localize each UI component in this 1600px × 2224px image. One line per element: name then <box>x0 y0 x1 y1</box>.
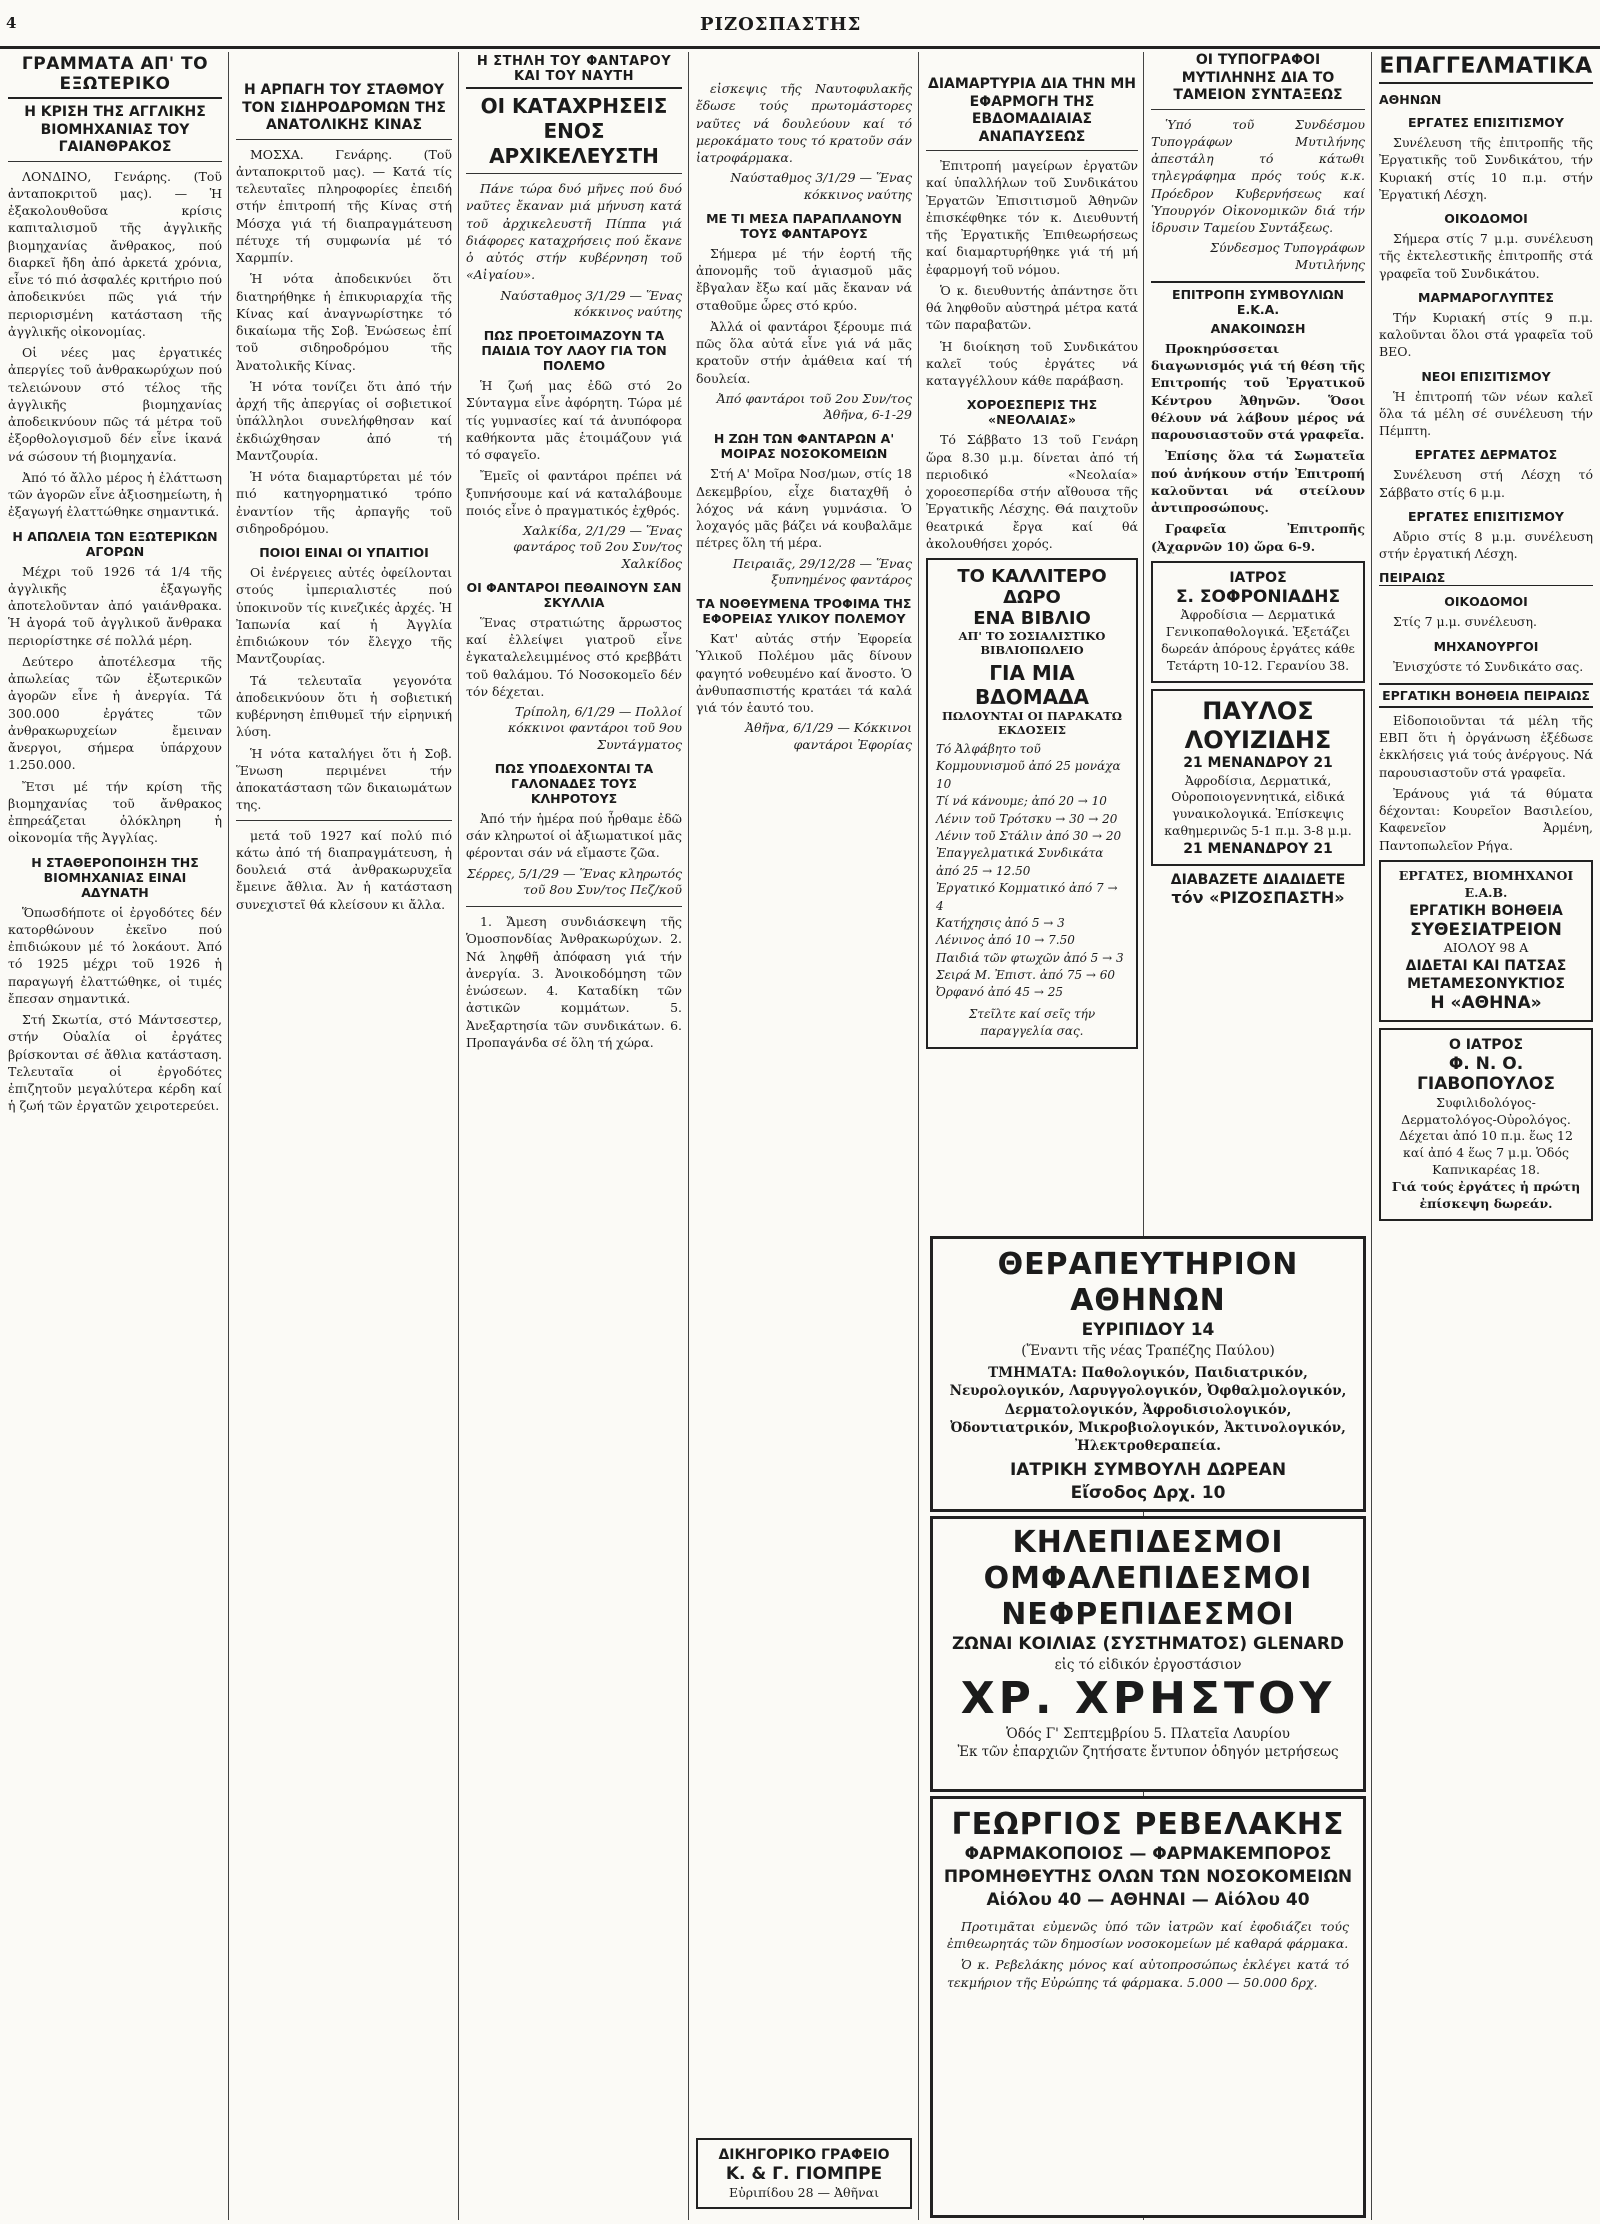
article-subheading: ΑΘΗΝΩΝ <box>1379 92 1442 107</box>
notice-text: Συνέλευση τῆς ἐπιτροπῆς τῆς Ἐργατικῆς τοῦ Συνδικάτου, τήν Κυριακή στίς 10 π.μ. στήν Ἐργατική Λέσχη. <box>1379 135 1593 202</box>
article-paragraph: Σήμερα μέ τήν ἑορτή τῆς ἀπονομῆς τοῦ ἁγιασμοῦ μᾶς ἔβγαλαν ἔξω καί μᾶς ἔκαναν νά σταθοῦμε ὧρες στό κρύο. <box>696 245 912 313</box>
ad-text: Προτιμᾶται εὐμενῶς ὑπό τῶν ἰατρῶν καί ἐφοδιάζει τούς ἐπιθεωρητάς τῶν δημοσίων νοσοκομείων μέ καθαρά φάρμακα. <box>947 1918 1349 1952</box>
ad-name: ΠΑΥΛΟΣ ΛΟΥΙΖΙΔΗΣ <box>1184 696 1332 754</box>
article-paragraph: Ἡ νότα ἀποδεικνύει ὅτι διατηρήθηκε ἡ ἐπικυριαρχία τῆς Κίνας καί ἀναγνωρίστηκε τό δικαίωμα τῆς Σοβ. Ἑνώσεως ἐπί τοῦ σιδηροδρόμου τῆς Ἀνατολικῆς Κίνας. <box>236 271 452 373</box>
book-ad-subtitle: ΑΠ' ΤΟ ΣΟΣΙΑΛΙΣΤΙΚΟ ΒΙΒΛΙΟΠΩΛΕΙΟ <box>958 629 1106 657</box>
notice-text: Ἐνισχύστε τό Συνδικάτο σας. <box>1393 658 1584 674</box>
article-paragraph: Ἡ νότα τονίζει ὅτι ἀπό τήν ἀρχή τῆς ἀπεργίας οἱ σοβιετικοί ὑπάλληλοι συνελήφθησαν καί ἐκδιώχθησαν ἀπό τή Μαντζουρία. <box>236 378 452 463</box>
article-paragraph: 1. Ἄμεση συνδιάσκεψη τῆς Ὁμοσπονδίας Ἀνθρακωρύχων. 2. Νά ληφθῆ ἀπόφαση γιά τήν ἀνεργία. 3. Ἀνοικοδόμηση τῶν ἑνώσεων. 4. Καταδίκη τῶν ἀστικῶν κομμάτων. 5. Ἀνεξαρτησία τῶν συνδικάτων. 6. Προπαγάνδα σέ ὅλη τή χώρα. <box>466 914 682 1050</box>
divider <box>236 820 452 821</box>
article-paragraph: Κατ' αὐτάς στήν Ἐφορεία Ὑλικοῦ Πολέμου μᾶς δίνουν φαγητό νοθευμένο καί ἄνοστο. Ὁ ἀνθυπασπιστής κρατάει τά καλά γιά τόν ἑαυτό του. <box>696 631 912 715</box>
book-list-item: Ἐργατικό Κομματικό ἀπό 7 → 4 <box>936 881 1118 913</box>
ad-title: ΔΙΚΗΓΟΡΙΚΟ ΓΡΑΦΕΙΟ <box>718 2147 890 2163</box>
article-signature: Ναύσταθμος 3/1/29 — Ἕνας κόκκινος ναύτης <box>730 170 912 202</box>
notice-heading: ΕΡΓΑΤΕΣ ΕΠΙΣΙΤΙΣΜΟΥ <box>1408 115 1564 130</box>
article-subheading: ΟΙ ΦΑΝΤΑΡΟΙ ΠΕΘΑΙΝΟΥΝ ΣΑΝ ΣΚΥΛΛΙΑ <box>466 579 682 610</box>
ad-line: ΕΡΓΑΤΕΣ, ΒΙΟΜΗΧΑΝΟΙ Ε.Α.Β. <box>1398 867 1574 900</box>
ad-text: (Ἔναντι τῆς νέας Τραπέζης Παύλου) <box>1021 1342 1275 1359</box>
article-paragraph: Ἔμεῖς οἱ φαντάροι πρέπει νά ξυπνήσουμε καί νά καταλάβουμε ποιός εἶνε ὁ πραγματικός ἐχθρός. <box>466 468 682 518</box>
article-paragraph: Στή Σκωτία, στό Μάντσεστερ, στήν Οὐαλία οἱ ἐργάτες βρίσκονται σέ ἄθλια κατάσταση. Τελευταῖα οἱ ἐργοδότες ἐπιζητοῦν μεγαλύτερα κέρδη καί ἡ ζωή τῶν ἐργατῶν χειροτερεύει. <box>8 1012 222 1114</box>
ad-address: Εὐριπίδου 28 — Ἀθῆναι <box>728 2184 880 2200</box>
article-subheading: ΕΠΙΤΡΟΠΗ ΣΥΜΒΟΥΛΙΩΝ Ε.Κ.Α. <box>1151 281 1365 317</box>
ad-text: ΙΑΤΡΙΚΗ ΣΥΜΒΟΥΛΗ ΔΩΡΕΑΝ <box>1009 1460 1287 1481</box>
ad-line: ΕΡΓΑΤΙΚΗ ΒΟΗΘΕΙΑ <box>1409 902 1563 919</box>
clinic-ad <box>1379 860 1593 1022</box>
article-subheading: ΠΩΣ ΥΠΟΔΕΧΟΝΤΑΙ ΤΑ ΓΑΛΟΝΑΔΕΣ ΤΟΥΣ ΚΛΗΡΟΤΟΥΣ <box>494 760 654 806</box>
article-subheading: ΕΡΓΑΤΙΚΗ ΒΟΗΘΕΙΑ ΠΕΙΡΑΙΩΣ <box>1379 683 1593 708</box>
ad-title: Ο ΙΑΤΡΟΣ <box>1448 1036 1524 1053</box>
ad-text: Ὁ κ. Ρεβελάκης μόνος καί αὐτοπροσώπως ἐκλέγει κατά τό τεκμήριον τῆς Εὐρώπης τά φάρμακα. 5.000 — 50.000 δρχ. <box>947 1957 1349 1990</box>
article-paragraph: Ἐπιτροπή μαγείρων ἐργατῶν καί ὑπαλλήλων τοῦ Συνδικάτου Ἐργατῶν Ἐπισιτισμοῦ Ἀθηνῶν ἐπισκέφθηκε τόν κ. Διευθυντή τῆς Ἐργατικῆς Ἐπιθεωρήσεως καί διαμαρτυρήθηκε γιά τή μή ἐφαρμογή τοῦ νόμου. <box>926 158 1138 277</box>
article-paragraph: Ἡ νότα καταλήγει ὅτι ἡ Σοβ. Ἕνωση περιμένει τήν ἀποκατάσταση τῶν δικαιωμάτων της. <box>236 745 452 813</box>
book-list-item: Παιδιά τῶν φτωχῶν ἀπό 5 → 3 <box>936 950 1124 965</box>
article-paragraph: ΜΟΣΧΑ. Γενάρης. (Τοῦ ἀνταποκριτοῦ μας). — Κατά τίς τελευταῖες πληροφορίες ἐπειδή στήν ἐπιτροπή τῆς Κίνας στή Μόσχα γιά τή διαπραγμάτευση πέτυχε τή συμφωνία μέ τό Χαρμπίν. <box>236 146 452 265</box>
ad-name: Σ. ΣΟΦΡΟΝΙΑΔΗΣ <box>1175 586 1341 607</box>
article-subheading: Η ΖΩΗ ΤΩΝ ΦΑΝΤΑΡΩΝ Α' ΜΟΙΡΑΣ ΝΟΣΟΚΟΜΕΙΩΝ <box>713 431 895 462</box>
article-headline: ΟΙ ΚΑΤΑΧΡΗΣΕΙΣ ΕΝΟΣ ΑΡΧΙΚΕΛΕΥΣΤΗ <box>466 94 682 174</box>
article-paragraph: Προκηρύσσεται διαγωνισμός γιά τή θέση τῆς Επιτροπής τοῦ Ἐργατικοῦ Κέντρου Ἀθηνῶν. Ὅσοι θέλουν νά λάβουν μέρος νά παρουσιαστοῦν στά γραφεῖα. <box>1151 340 1365 442</box>
article-subheading: Η ΑΠΩΛΕΙΑ ΤΩΝ ΕΞΩΤΕΡΙΚΩΝ ΑΓΟΡΩΝ <box>12 528 218 559</box>
ad-line: Η «ΑΘΗΝΑ» <box>1430 993 1542 1014</box>
article-signature: Ἀπό φαντάροι τοῦ 2ου Συν/τος Ἀθῆνα, 6-1-29 <box>716 390 912 422</box>
therapeutirion-ad <box>930 1236 1366 1512</box>
book-ad-subtitle: ΠΩΛΟΥΝΤΑΙ ΟΙ ΠΑΡΑΚΑΤΩ ΕΚΔΟΣΕΙΣ <box>941 709 1123 737</box>
article-paragraph: Ἔτσι μέ τήν κρίση τῆς βιομηχανίας τοῦ ἄνθρακος ἐπηρεάζεται ὁλόκληρη ἡ οἰκονομία τῆς Ἀγγλίας. <box>8 778 222 846</box>
ad-name: Κ. & Γ. ΓΙΟΜΠΡΕ <box>725 2164 883 2185</box>
ad-address: ΕΥΡΙΠΙΔΟΥ 14 <box>1081 1320 1215 1340</box>
article-paragraph: μετά τοῦ 1927 καί πολύ πιό κάτω ἀπό τή διαπραγμάτευση, ἡ δουλειά στά ἀνθρακωρυχεῖα ἔμεινε ἄθλια. Ἀν ἡ κατάσταση συνεχιστεῖ θά κλείσουν κι ἄλλα. <box>236 827 452 912</box>
ad-name: ΧΡ. ΧΡΗΣΤΟΥ <box>960 1673 1336 1725</box>
column-professional <box>1379 52 1593 2220</box>
article-subheading: ΑΝΑΚΟΙΝΩΣΗ <box>1210 320 1306 336</box>
notice-text: Αὔριο στίς 8 μ.μ. συνέλευση στήν ἐργατική Λέσχη. <box>1379 528 1593 561</box>
article-subheading: ΠΕΙΡΑΙΩΣ <box>1379 570 1593 586</box>
ad-line: ΣΥΘΕΣΙΑΤΡΕΙΟΝ <box>1410 919 1562 940</box>
article-signature: Ἀθῆνα, 6/1/29 — Κόκκινοι φαντάροι Ἐφορίας <box>745 720 912 752</box>
promo-line: τόν «ΡΙΖΟΣΠΑΣΤΗ» <box>1171 888 1345 908</box>
pharmacy-ad <box>930 1796 1366 2218</box>
article-subheading: ΠΟΙΟΙ ΕΙΝΑΙ ΟΙ ΥΠΑΙΤΙΟΙ <box>259 545 429 560</box>
article-paragraph: Οἱ ἐνέργειες αὐτές ὀφείλονται στούς ἰμπεριαλιστές πού ὑποκινοῦν τίς κινεζικές ἀρχές. Ἡ Ἰαπωνία καί ἡ Ἀγγλία ἐπιδιώκουν τόν ἔλεγχο τῆς Μαντζουρίας. <box>236 565 452 667</box>
ad-address: 21 ΜΕΝΑΝΔΡΟΥ 21 <box>1183 755 1333 772</box>
notice-text: Τήν Κυριακή στίς 9 π.μ. καλοῦνται ὅλοι στά γραφεῖα τοῦ ΒΕΟ. <box>1379 309 1593 360</box>
article-paragraph: Ὑπό τοῦ Συνδέσμου Τυπογράφων Μυτιλήνης ἀπεστάλη τό κάτωθι τηλεγράφημα πρός τούς κ.κ. Πρόεδρον Κυβερνήσεως καί Ὑπουργόν Οἰκονομικῶν διά τήν ἱδρυσιν Ταμείου Συντάξεως. <box>1151 116 1365 235</box>
ad-line: ΑΙΟΛΟΥ 98 Α <box>1443 940 1529 956</box>
ad-line: ΝΕΦΡΕΠΙΔΕΣΜΟΙ <box>1001 1597 1295 1632</box>
book-list-item: Τί νά κάνουμε; ἀπό 20 → 10 <box>936 794 1107 809</box>
article-signature: Χαλκίδα, 2/1/29 — Ἕνας φαντάρος τοῦ 2ου Συν/τος Χαλκίδος <box>513 523 682 571</box>
ad-line: ΔΙΔΕΤΑΙ ΚΑΙ ΠΑΤΣΑΣ ΜΕΤΑΜΕΣΟΝΥΚΤΙΟΣ <box>1405 957 1567 993</box>
ad-line: ΦΑΡΜΑΚΟΠΟΙΟΣ — ΦΑΡΜΑΚΕΜΠΟΡΟΣ <box>964 1844 1332 1864</box>
article-subheading: ΜΕ ΤΙ ΜΕΣΑ ΠΑΡΑΠΛΑΝΟΥΝ ΤΟΥΣ ΦΑΝΤΑΡΟΥΣ <box>706 210 902 241</box>
doctor-ad <box>1151 561 1365 683</box>
ad-text: ΤΜΗΜΑΤΑ: Παθολογικόν, Παιδιατρικόν, Νευρολογικόν, Λαρυγγολογικόν, Ὀφθαλμολογικόν, Δερματολογικόν, Ἀφροδισιολογικόν, Ὀδοντιατρικόν, Μικροβιολογικόν, Ἀκτινολογικόν, Ἠλεκτροθεραπεία. <box>949 1365 1347 1455</box>
section-title: ΕΠΑΓΓΕΛΜΑΤΙΚΑ <box>1379 52 1593 84</box>
article-subheading: ΤΑ ΝΟΘΕΥΜΕΝΑ ΤΡΟΦΙΜΑ ΤΗΣ ΕΦΟΡΕΙΑΣ ΥΛΙΚΟΥ ΠΟΛΕΜΟΥ <box>696 596 912 626</box>
column-rule <box>1371 52 1372 2220</box>
notice-text: Συνέλευση στή Λέσχη τό Σάββατο στίς 6 μ.μ. <box>1379 467 1593 500</box>
article-paragraph: Πάνε τώρα δυό μῆνες πού δυό ναῦτες ἔκαναν μιά μήνυση κατά τοῦ ἀρχικελευστῆ Πίππα γιά διάφορες καταχρήσεις πού ἔκανε ὁ αὐτός στήν κυβέρνηση τοῦ «Αἰγαίου». <box>466 181 682 283</box>
ad-line: ΖΩΝΑΙ ΚΟΙΛΙΑΣ (ΣΥΣΤΗΜΑΤΟΣ) GLENARD <box>951 1634 1345 1654</box>
article-paragraph: Ἡ διοίκηση τοῦ Συνδικάτου καλεῖ τούς ἐργάτες νά καταγγέλλουν κάθε παράβαση. <box>926 338 1138 388</box>
article-paragraph: Ἡ ζωή μας ἐδῶ στό 2ο Σύνταγμα εἶνε ἀφόρητη. Τώρα μέ τίς γυμνασίες καί τά ἀνυπόφορα καθήκοντα μᾶς ἑτοιμάζουν γιά τό σφαγεῖο. <box>466 378 682 462</box>
read-promo <box>1151 872 1365 907</box>
article-paragraph: Μέχρι τοῦ 1926 τά 1/4 τῆς ἀγγλικῆς ἐξαγωγῆς ἀποτελοῦνταν ἀπό γαιάνθρακα. Ἡ ἀγορά τοῦ ἀγγλικοῦ ἄνθρακα περιορίστηκε σέ πολλά μέρη. <box>8 563 222 648</box>
notice-text: Σήμερα στίς 7 μ.μ. συνέλευση τῆς ἐκτελεστικῆς ἐπιτροπῆς στά γραφεῖα τοῦ Συνδικάτου. <box>1379 231 1593 281</box>
notice-heading: ΕΡΓΑΤΕΣ ΕΠΙΣΙΤΙΣΜΟΥ <box>1408 508 1564 524</box>
book-ad-week: ΓΙΑ ΜΙΑ ΒΔΟΜΑΔΑ <box>974 661 1090 709</box>
book-list-item: Ὀρφανό ἀπό 45 → 25 <box>936 985 1063 1000</box>
notice-heading: ΟΙΚΟΔΟΜΟΙ <box>1444 594 1528 610</box>
book-list-item: Σειρά Μ. Ἐπιστ. ἀπό 75 → 60 <box>936 968 1116 983</box>
article-paragraph: Ἀπό τήν ἡμέρα πού ἦρθαμε ἐδῶ σάν κληρωτοί οἱ ἀξιωματικοί μᾶς φέρονται σάν νά εἴμαστε ζῶα. <box>466 810 682 861</box>
column-protest <box>926 52 1138 1228</box>
notice-heading: ΝΕΟΙ ΕΠΙΣΙΤΙΣΜΟΥ <box>1421 368 1551 384</box>
doctor-ad <box>1379 1028 1593 1221</box>
article-paragraph: Εἰδοποιοῦνται τά μέλη τῆς ΕΒΠ ὅτι ἡ ὀργάνωση ἐξέδωσε ἐκκλήσεις γιά τούς ἀνέργους. Νά παρουσιαστοῦν στά γραφεῖα. <box>1379 712 1593 780</box>
article-paragraph: Ἀλλά οἱ φαντάροι ξέρουμε πιά πῶς ὅλα αὐτά εἶνε γιά νά μᾶς κρατοῦν στήν ἀμάθεια καί τή δουλεία. <box>696 318 912 386</box>
page-number: 4 <box>6 14 17 32</box>
book-list-item: Ἐπαγγελματικά Συνδικάτα ἀπό 25 → 12.50 <box>936 846 1104 878</box>
notice-text: Ἡ ἐπιτροπή τῶν νέων καλεῖ ὅλα τά μέλη σέ συνέλευση τήν Πέμπτη. <box>1379 388 1593 438</box>
article-paragraph: Οἱ νέες μας ἐργατικές ἀπεργίες τοῦ ἀνθρακωρύχων πού τελειώνουν στό τέλος τῆς ἀγγλικῆς βιομηχανίας ἀποδεικνύουν πῶς τά μέτρα τοῦ ἐξορθολογισμοῦ δέν εἶνε ἱκανά νά σώσουν τή βιομηχανία. <box>8 345 222 464</box>
article-paragraph: Ἐπίσης ὅλα τά Σωματεῖα πού ἀνήκουν στήν Ἐπιτροπή καλοῦνται νά στείλουν ἀντιπροσώπους. <box>1151 448 1365 515</box>
article-paragraph: Ὅπωσδήποτε οἱ ἐργοδότες δέν κατορθώνουν ἐκεῖνο πού ἐπιδιώκουν μέ τό λοκάουτ. Ἀπό τό 1925 μέχρι τοῦ 1926 ἡ παραγωγή ἐλαττώθηκε, οἱ τιμές ἔπεσαν σημαντικά. <box>8 904 222 1006</box>
column-rule <box>228 52 229 2220</box>
ad-text: Συφιλιδολόγος-Δερματολόγος-Οὐρολόγος. Δέχεται ἀπό 10 π.μ. ἕως 12 καί ἀπό 4 ἕως 7 μ.μ. Ὁδός Καπνικαρέας 18. <box>1399 1094 1573 1178</box>
book-list-item: Λένιν τοῦ Στάλιν ἀπό 30 → 20 <box>936 828 1122 843</box>
bandages-ad <box>930 1516 1366 1792</box>
divider <box>466 906 682 907</box>
ad-text: Ἀφροδίσια, Δερματικά, Οὐροποιογεννητικά, εἰδικά γυναικολογικά. Ἐπίσκεψις καθημερινῶς 5-1 π.μ. 3-8 μ.μ. <box>1164 772 1352 839</box>
column-rule <box>688 52 689 2220</box>
book-ad-title: ΤΟ ΚΑΛΛΙΤΕΡΟ ΔΩΡΟ <box>957 566 1107 608</box>
article-headline: ΔΙΑΜΑΡΤΥΡΙΑ ΔΙΑ ΤΗΝ ΜΗ ΕΦΑΡΜΟΓΗ ΤΗΣ ΕΒΔΟΜΑΔΙΑΙΑΣ ΑΝΑΠΑΥΣΕΩΣ <box>926 76 1138 151</box>
notice-heading: ΜΑΡΜΑΡΟΓΛΥΠΤΕΣ <box>1418 289 1554 305</box>
notice-text: Στίς 7 μ.μ. συνέλευση. <box>1393 614 1537 630</box>
ad-address: 21 ΜΕΝΑΝΔΡΟΥ 21 <box>1183 841 1333 858</box>
article-paragraph: Τά τελευταῖα γεγονότα ἀποδεικνύουν ὅτι ἡ σοβιετική κυβέρνηση ἐπιθυμεῖ τήν εἰρηνική λύση. <box>236 672 452 740</box>
ad-line: ΟΜΦΑΛΕΠΙΔΕΣΜΟΙ <box>983 1561 1313 1596</box>
column-typographers <box>1151 52 1365 1228</box>
column-rule <box>458 52 459 2220</box>
article-paragraph: Δεύτερο ἀποτέλεσμα τῆς ἀπωλείας τῶν ἐξωτερικῶν ἀγορῶν εἶνε ἡ ἀνεργία. Τά 300.000 ἐργάτες τῶν ἀνθρακωρυχείων ἔμειναν ἄνεργοι, σήμερα ὑπάρχουν 1.250.000. <box>8 653 222 773</box>
article-paragraph: ΛΟΝΔΙΝΟ, Γενάρης. (Τοῦ ἀνταποκριτοῦ μας). — Ἡ ἐξακολουθοῦσα κρίσις καπιταλισμοῦ τῆς ἀγγλικῆς βιομηχανίας ἄνθρακος, πού διαρκεῖ ἤδη ἀπό ἀρκετά χρόνια, εἶνε τό πιό ἀσφαλές κριτήριο πού ἀποδεικνύει πῶς γιά τήν περιορισμένη κατάσταση τῆς ἀγγλικῆς οἰκονομίας. <box>8 168 222 339</box>
article-paragraph: Ἕνας στρατιώτης ἄρρωστος καί ἐλλείψει γιατροῦ εἶνε ἐγκαταλελειμμένος στό κρεββάτι τοῦ θαλάμου. Τό Νοσοκομεῖο δέν τόν δέχεται. <box>466 614 682 699</box>
article-headline: Η ΑΡΠΑΓΗ ΤΟΥ ΣΤΑΘΜΟΥ ΤΟΝ ΣΙΔΗΡΟΔΡΟΜΩΝ ΤΗΣ ΑΝΑΤΟΛΙΚΗΣ ΚΙΝΑΣ <box>236 82 452 140</box>
promo-line: ΔΙΑΒΑΖΕΤΕ ΔΙΑΔΙΔΕΤΕ <box>1170 872 1346 889</box>
column-soldier-sailor <box>466 52 682 2220</box>
column-rule <box>918 52 919 2220</box>
ad-text: Γιά τούς ἐργάτες ἡ πρώτη ἐπίσκεψη δωρεάν. <box>1391 1179 1581 1211</box>
notice-heading: ΟΙΚΟΔΟΜΟΙ <box>1444 211 1528 226</box>
article-paragraph: Ὁ κ. διευθυντής ἀπάντησε ὅτι θά ληφθοῦν αὐστηρά μέτρα κατά τῶν παραβατῶν. <box>926 282 1138 333</box>
book-list-item: Λένιν τοῦ Τρότσκυ → 30 → 20 <box>936 811 1118 826</box>
article-signature: Τρίπολη, 6/1/29 — Πολλοί κόκκινοι φαντάροι τοῦ 9ου Συντάγματος <box>507 704 682 752</box>
article-headline: Η ΚΡΙΣΗ ΤΗΣ ΑΓΓΛΙΚΗΣ ΒΙΟΜΗΧΑΝΙΑΣ ΤΟΥ ΓΑΙΑΝΘΡΑΚΟΣ <box>8 104 222 162</box>
ad-title: ΙΑΤΡΟΣ <box>1229 569 1287 586</box>
article-subheading: ΧΟΡΟΕΣΠΕΡΙΣ ΤΗΣ «ΝΕΟΛΑΙΑΣ» <box>966 397 1098 428</box>
column-soldiers-letters <box>696 52 912 2220</box>
article-paragraph: Τό Σάββατο 13 τοῦ Γενάρη ὥρα 8.30 μ.μ. δίνεται ἀπό τή περιοδικό «Νεολαία» χοροεσπερίδα στήν αἴθουσα τῆς Ἐργατικῆς Λέσχης. Θά παιχτοῦν θεατρικά ἔργα καί θά ἀκολουθήσει χορός. <box>926 432 1138 551</box>
law-office-ad <box>696 2138 912 2209</box>
article-paragraph: Στή Α' Μοῖρα Νοσ/μων, στίς 18 Δεκεμβρίου, εἶχε διαταχθῆ ὁ λόχος νά κάνη γυμνάσια. Ὁ λοχαγός μᾶς βάζει νά κουβαλᾶμε πέτρες ὅλη τή μέρα. <box>696 466 912 551</box>
ad-title: ΘΕΡΑΠΕΥΤΗΡΙΟΝ ΑΘΗΝΩΝ <box>997 1247 1299 1318</box>
column-china-railway <box>236 52 452 2220</box>
column-foreign-letters <box>8 52 222 2220</box>
article-signature: Σύνδεσμος Τυπογράφων Μυτιλήνης <box>1210 240 1365 272</box>
book-ad-title: ΕΝΑ ΒΙΒΛΙΟ <box>973 608 1091 629</box>
ad-text: Ἀφροδίσια — Δερματικά Γενικοπαθολογικά. Ἐξετάζει δωρεάν ἀπόρους ἐργάτες κάθε Τετάρτη 10-12. Γερανίου 38. <box>1161 607 1355 673</box>
notice-heading: ΕΡΓΑΤΕΣ ΔΕΡΜΑΤΟΣ <box>1414 447 1558 463</box>
ad-address: Ὁδός Γ' Σεπτεμβρίου 5. Πλατεῖα Λαυρίου <box>1006 1725 1290 1742</box>
book-list-item: Τό Ἀλφάβητο τοῦ Κομμουνισμοῦ ἀπό 25 μονάχα 10 <box>936 742 1121 791</box>
article-signature: Πειραιᾶς, 29/12/28 — Ἕνας ξυπνημένος φαντάρος <box>732 555 912 587</box>
article-paragraph: Ἐράνους γιά τά θύματα δέχονται: Κουρεῖον Βασιλείου, Καφενεῖον Ἀρμένη, Παντοπωλεῖον Ρήγα. <box>1379 785 1593 853</box>
doctor-ad <box>1151 689 1365 866</box>
ad-line: ΠΡΟΜΗΘΕΥΤΗΣ ΟΛΩΝ ΤΩΝ ΝΟΣΟΚΟΜΕΙΩΝ <box>943 1866 1353 1887</box>
article-paragraph: Γραφεῖα Ἐπιτροπῆς (Ἀχαρνῶν 10) ὥρα 6-9. <box>1151 521 1365 554</box>
article-signature: Ναύσταθμος 3/1/29 — Ἕνας κόκκινος ναύτης <box>500 287 682 319</box>
article-paragraph: εἰσκεψις τῆς Ναυτοφυλακῆς ἔδωσε τούς πρωτομάστορες ναῦτες νά δουλεύουν καί τό μεροκάματο τους τό κρατοῦν σάν ἰατροφάρμακα. <box>696 81 912 165</box>
ad-line: εἰς τό εἰδικόν ἐργοστάσιον <box>1054 1656 1242 1673</box>
article-paragraph: Ἀπό τό ἄλλο μέρος ἡ ἐλάττωση τῶν ἀγορῶν εἶνε ἀξιοσημείωτη, ἡ ἐξαγωγή ἐλαττώθηκε σημαντικά. <box>8 469 222 520</box>
book-list-item: Λένινος ἀπό 10 → 7.50 <box>936 933 1075 948</box>
ad-text: Εἴσοδος Δρχ. 10 <box>1070 1483 1226 1504</box>
notice-heading: ΜΗΧΑΝΟΥΡΓΟΙ <box>1433 638 1539 654</box>
section-title: ΓΡΑΜΜΑΤΑ ΑΠ' ΤΟ ΕΞΩΤΕΡΙΚΟ <box>8 52 222 99</box>
ad-text: Ἐκ τῶν ἐπαρχιῶν ζητήσατε ἔντυπον ὁδηγόν μετρήσεως <box>957 1743 1339 1760</box>
article-subheading: Η ΣΤΑΘΕΡΟΠΟΙΗΣΗ ΤΗΣ ΒΙΟΜΗΧΑΝΙΑΣ ΕΙΝΑΙ ΑΔΥΝΑΤΗ <box>31 854 199 900</box>
article-headline: ΟΙ ΤΥΠΟΓΡΑΦΟΙ ΜΥΤΙΛΗΝΗΣ ΔΙΑ ΤΟ ΤΑΜΕΙΟΝ ΣΥΝΤΑΞΕΩΣ <box>1151 52 1365 110</box>
book-ad <box>926 558 1138 1049</box>
book-list-item: Κατήχησις ἀπό 5 → 3 <box>936 915 1065 930</box>
article-paragraph: Ἡ νότα διαμαρτύρεται μέ τόν πιό κατηγορηματικό τρόπο ἐναντίον τῆς ἀρπαγῆς τοῦ σιδηροδρόμου. <box>236 469 452 536</box>
newspaper-name: ΡΙΖΟΣΠΑΣΤΗΣ <box>700 14 862 35</box>
ad-name: Φ. Ν. Ο. ΓΙΑΒΟΠΟΥΛΟΣ <box>1417 1053 1555 1095</box>
article-subheading: ΠΩΣ ΠΡΟΕΤΟΙΜΑΖΟΥΝ ΤΑ ΠΑΙΔΙΑ ΤΟΥ ΛΑΟΥ ΓΙΑ ΤΟΝ ΠΟΛΕΜΟ <box>481 328 667 373</box>
section-title: Η ΣΤΗΛΗ ΤΟΥ ΦΑΝΤΑΡΟΥ ΚΑΙ ΤΟΥ ΝΑΥΤΗ <box>466 52 682 89</box>
article-signature: Σέρρες, 5/1/29 — Ἕνας κληρωτός τοῦ 8ου Συν/τος Πεζ/κοῦ <box>466 865 682 897</box>
book-ad-note: Στεῖλτε καί σεῖς τήν παραγγελία σας. <box>968 1006 1096 1039</box>
ad-line: ΚΗΛΕΠΙΔΕΣΜΟΙ <box>1012 1525 1284 1560</box>
masthead <box>0 8 1600 49</box>
ad-name: ΓΕΩΡΓΙΟΣ ΡΕΒΕΛΑΚΗΣ <box>951 1807 1345 1842</box>
ad-address: Αἰόλου 40 — ΑΘΗΝΑΙ — Αἰόλου 40 <box>986 1889 1310 1910</box>
